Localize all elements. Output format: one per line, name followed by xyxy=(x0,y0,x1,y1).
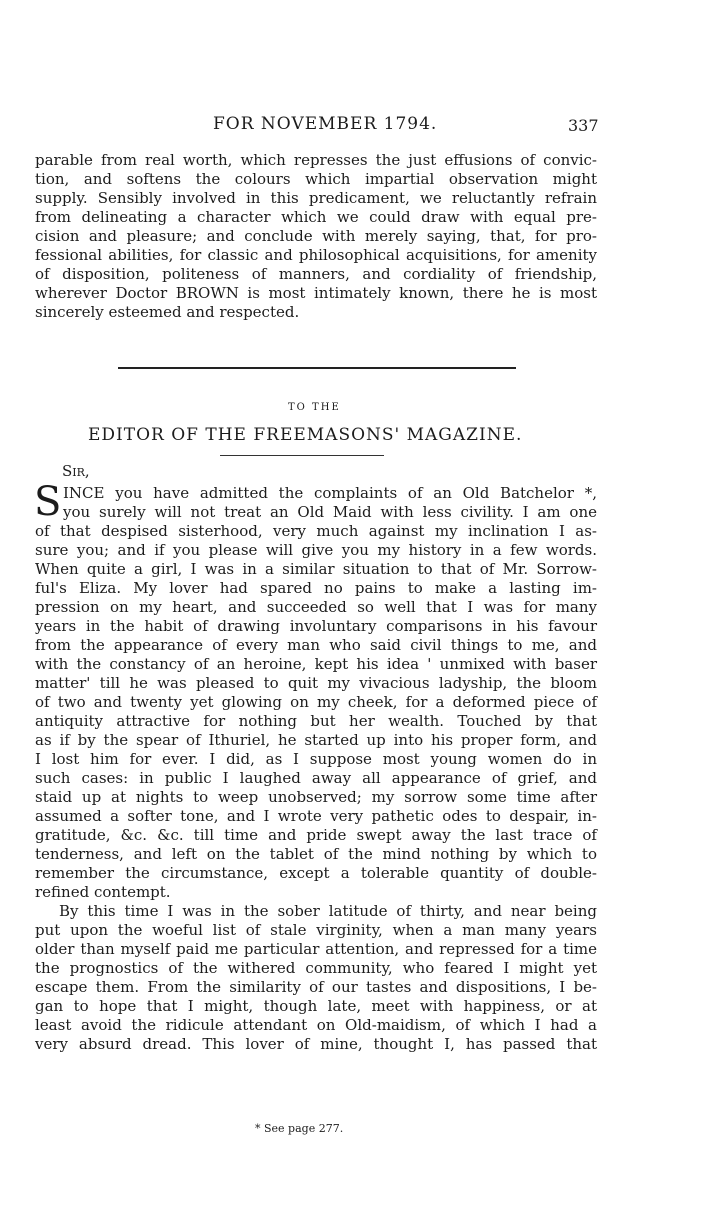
text-line: gan to hope that I might, though late, meet with happiness, or at xyxy=(35,997,597,1015)
section-divider xyxy=(118,367,516,369)
text-line: assumed a softer tone, and I wrote very pathetic odes to despair, in- xyxy=(35,807,597,825)
text-line: remember the circumstance, except a tolerable quantity of double- xyxy=(35,864,597,882)
text-line: By this time I was in the sober latitude of thirty, and near being xyxy=(59,902,597,920)
text-line: gratitude, &c. &c. till time and pride swept away the last trace of xyxy=(35,826,597,844)
text-line: from the appearance of every man who said civil things to me, and xyxy=(35,636,597,654)
text-line: staid up at nights to weep unobserved; my sorrow some time after xyxy=(35,788,597,806)
text-line: INCE you have admitted the complaints of an Old Batchelor *, xyxy=(63,484,597,502)
letter-address-prefix: TO THE xyxy=(288,402,341,413)
text-line: I lost him for ever. I did, as I suppose most young women do in xyxy=(35,750,597,768)
text-line: the prognostics of the withered community, who feared I might yet xyxy=(35,959,597,977)
text-line: you surely will not treat an Old Maid with less civility. I am one xyxy=(63,503,597,521)
running-head xyxy=(0,114,717,140)
text-line: cision and pleasure; and conclude with merely saying, that, for pro- xyxy=(35,227,597,245)
text-line: tenderness, and left on the tablet of the mind nothing by which to xyxy=(35,845,597,863)
text-line: of two and twenty yet glowing on my cheek, for a deformed piece of xyxy=(35,693,597,711)
letter-heading: EDITOR OF THE FREEMASONS' MAGAZINE. xyxy=(88,425,523,445)
text-line: sincerely esteemed and respected. xyxy=(35,303,300,321)
text-line: antiquity attractive for nothing but her wealth. Touched by that xyxy=(35,712,597,730)
text-line: When quite a girl, I was in a similar situation to that of Mr. Sorrow- xyxy=(35,560,597,578)
text-line: very absurd dread. This lover of mine, thought I, has passed that xyxy=(35,1035,597,1053)
drop-cap: S xyxy=(34,479,62,525)
text-line: escape them. From the similarity of our tastes and dispositions, I be- xyxy=(35,978,597,996)
footnote: * See page 277. xyxy=(255,1122,344,1135)
text-line: ful's Eliza. My lover had spared no pains to make a lasting im- xyxy=(35,579,597,597)
text-line: supply. Sensibly involved in this predicament, we reluctantly refrain xyxy=(35,189,597,207)
text-line: from delineating a character which we could draw with equal pre- xyxy=(35,208,597,226)
text-line: older than myself paid me particular attention, and repressed for a time xyxy=(35,940,597,958)
text-line: with the constancy of an heroine, kept his idea ' unmixed with baser xyxy=(35,655,597,673)
page-number: 337 xyxy=(568,116,599,135)
text-line: refined contempt. xyxy=(35,883,171,901)
text-line: tion, and softens the colours which impartial observation might xyxy=(35,170,597,188)
text-line: as if by the spear of Ithuriel, he started up into his proper form, and xyxy=(35,731,597,749)
text-line: pression on my heart, and succeeded so well that I was for many xyxy=(35,598,597,616)
text-line: sure you; and if you please will give you my history in a few words. xyxy=(35,541,597,559)
running-title: FOR NOVEMBER 1794. xyxy=(213,114,438,134)
salutation: Sir, xyxy=(62,462,90,480)
text-line: put upon the woeful list of stale virginity, when a man many years xyxy=(35,921,597,939)
text-line: of that despised sisterhood, very much against my inclination I as- xyxy=(35,522,597,540)
text-line: fessional abilities, for classic and philosophical acquisitions, for amenity xyxy=(35,246,597,264)
text-line: of disposition, politeness of manners, and cordiality of friendship, xyxy=(35,265,597,283)
text-line: parable from real worth, which represses the just effusions of convic- xyxy=(35,151,597,169)
text-line: years in the habit of drawing involuntary comparisons in his favour xyxy=(35,617,597,635)
text-line: wherever Doctor BROWN is most intimately known, there he is most xyxy=(35,284,597,302)
text-line: least avoid the ridicule attendant on Old-maidism, of which I had a xyxy=(35,1016,597,1034)
heading-rule xyxy=(220,455,384,456)
text-line: matter' till he was pleased to quit my vivacious ladyship, the bloom xyxy=(35,674,597,692)
text-line: such cases: in public I laughed away all appearance of grief, and xyxy=(35,769,597,787)
